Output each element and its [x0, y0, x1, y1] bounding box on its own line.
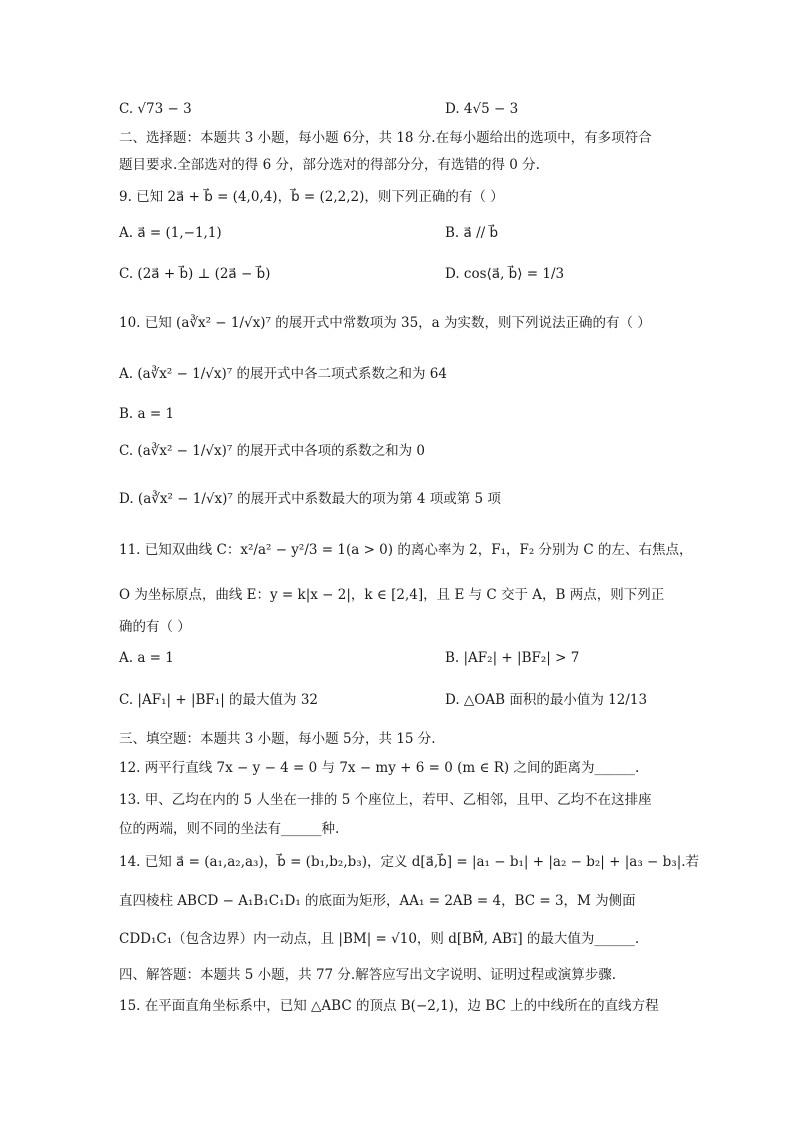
section-2-heading: 二、选择题：本题共 3 小题，每小题 6分，共 18 分.在每小题给出的选项中，有多项符合 — [119, 130, 652, 146]
q8-option-c: C. √73 − 3 — [119, 101, 192, 117]
q11-stem: 11. 已知双曲线 C：x²/a² − y²/3 = 1(a > 0) 的离心率为 2，F₁，F₂ 分别为 C 的左、右焦点， — [119, 542, 693, 558]
q14-stem-cont: 直四棱柱 ABCD − A₁B₁C₁D₁ 的底面为矩形，AA₁ = 2AB = 4，BC = 3，M 为侧面 — [119, 893, 636, 909]
q14-stem: 14. 已知 a⃗ = (a₁,a₂,a₃)，b⃗ = (b₁,b₂,b₃)，定义 d[a⃗,b⃗] = |a₁ − b₁| + |a₂ − b₂| + |a₃ − b₃|.若 — [119, 854, 700, 870]
q11-stem-end: 确的有（ ） — [119, 619, 191, 635]
q10-option-c: C. (a∛x² − 1/√x)⁷ 的展开式中各项的系数之和为 0 — [119, 443, 425, 459]
q11-option-a: A. a = 1 — [119, 650, 174, 666]
q13-stem-cont: 位的两端，则不同的坐法有______种. — [119, 821, 340, 837]
section-4-heading: 四、解答题：本题共 5 小题，共 77 分.解答应写出文字说明、证明过程或演算步骤. — [119, 967, 617, 983]
q9-option-b: B. a⃗ // b⃗ — [445, 225, 499, 241]
section-2-heading-cont: 题目要求.全部选对的得 6 分，部分选对的得部分分，有选错的得 0 分. — [119, 157, 540, 173]
section-3-heading: 三、填空题：本题共 3 小题，每小题 5分，共 15 分. — [119, 731, 436, 747]
q13-stem: 13. 甲、乙均在内的 5 人坐在一排的 5 个座位上，若甲、乙相邻，且甲、乙均不在这排座 — [119, 792, 652, 808]
q8-option-d: D. 4√5 − 3 — [445, 101, 519, 117]
q12-stem: 12. 两平行直线 7x − y − 4 = 0 与 7x − my + 6 = 0 (m ∈ R) 之间的距离为______. — [119, 760, 640, 776]
q11-option-d: D. △OAB 面积的最小值为 12/13 — [445, 692, 648, 708]
q9-option-d: D. cos⟨a⃗, b⃗⟩ = 1/3 — [445, 266, 565, 282]
q11-option-b: B. |AF₂| + |BF₂| > 7 — [445, 650, 580, 666]
q11-stem-cont: O 为坐标原点，曲线 E：y = k|x − 2|，k ∈ [2,4]，且 E 与 C 交于 A，B 两点，则下列正 — [119, 587, 665, 603]
q15-stem: 15. 在平面直角坐标系中，已知 △ABC 的顶点 B(−2,1)，边 BC 上的中线所在的直线方程 — [119, 998, 659, 1014]
q10-stem: 10. 已知 (a∛x² − 1/√x)⁷ 的展开式中常数项为 35，a 为实数，则下列说法正确的有（ ） — [119, 315, 651, 331]
q10-option-a: A. (a∛x² − 1/√x)⁷ 的展开式中各二项式系数之和为 64 — [119, 366, 447, 382]
q14-stem-end: CDD₁C₁（包含边界）内一动点，且 |BM| = √10，则 d[BM⃗, AB₁⃗] 的最大值为______. — [119, 931, 640, 947]
q9-option-a: A. a⃗ = (1,−1,1) — [119, 225, 222, 241]
q9-option-c: C. (2a⃗ + b⃗) ⊥ (2a⃗ − b⃗) — [119, 266, 271, 282]
q10-option-d: D. (a∛x² − 1/√x)⁷ 的展开式中系数最大的项为第 4 项或第 5 项 — [119, 491, 501, 507]
q9-stem: 9. 已知 2a⃗ + b⃗ = (4,0,4)，b⃗ = (2,2,2)，则下列正确的有（ ） — [119, 189, 504, 205]
q11-option-c: C. |AF₁| + |BF₁| 的最大值为 32 — [119, 692, 319, 708]
q10-option-b: B. a = 1 — [119, 406, 175, 422]
